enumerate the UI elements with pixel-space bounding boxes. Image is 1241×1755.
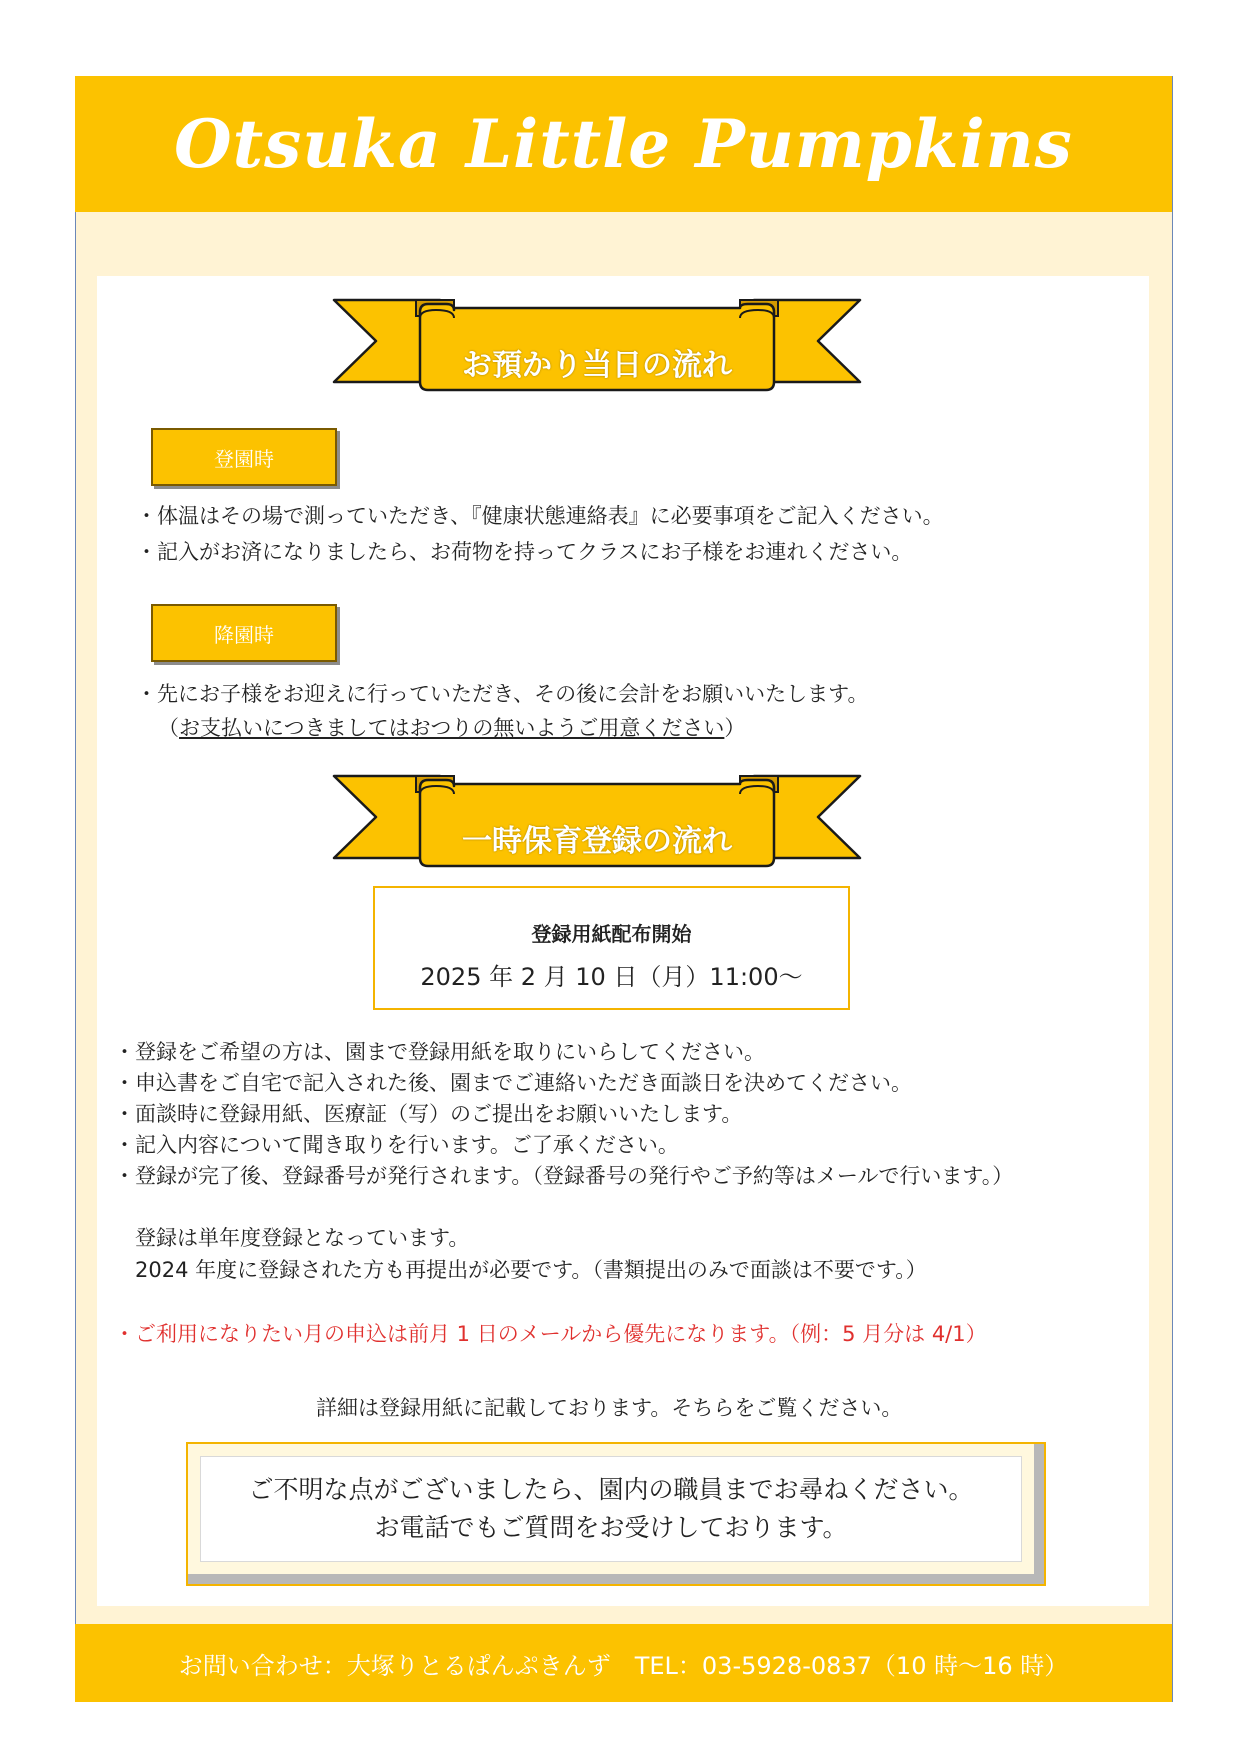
ribbon-title-2: 一時保育登録の流れ bbox=[462, 824, 732, 859]
contact-line-2: お電話でもご質問をお受けしております。 bbox=[374, 1513, 848, 1542]
payment-note-text: お支払いにつきましてはおつりの無いようご用意ください bbox=[179, 716, 725, 740]
contact-box bbox=[186, 1442, 1046, 1586]
registration-item-1: ・登録をご希望の方は、園まで登録用紙を取りにいらしてください。 bbox=[114, 1040, 765, 1064]
registration-item-3: ・面談時に登録用紙、医療証（写）のご提出をお願いいたします。 bbox=[114, 1102, 743, 1126]
ribbon-title: お預かり当日の流れ bbox=[462, 348, 732, 383]
arrival-item-1: ・体温はその場で測っていただき、『健康状態連絡表』に必要事項をご記入ください。 bbox=[136, 504, 944, 528]
arrival-item-2: ・記入がお済になりましたら、お荷物を持ってクラスにお子様をお連れください。 bbox=[136, 540, 913, 564]
priority-notice: ・ご利用になりたい月の申込は前月 1 日のメールから優先になります。（例：5 月分は 4/1） bbox=[114, 1322, 987, 1346]
registration-item-2: ・申込書をご自宅で記入された後、園までご連絡いただき面談日を決めてください。 bbox=[114, 1071, 912, 1095]
note-close-paren: ） bbox=[724, 716, 746, 740]
registration-note-1: 登録は単年度登録となっています。 bbox=[135, 1226, 470, 1250]
departure-label: 降園時 bbox=[151, 604, 337, 662]
section-ribbon-day-flow bbox=[332, 296, 862, 398]
arrival-label: 登園時 bbox=[151, 428, 337, 486]
registration-item-5: ・登録が完了後、登録番号が発行されます。（登録番号の発行やご予約等はメールで行います。） bbox=[114, 1164, 1014, 1188]
departure-item-1: ・先にお子様をお迎えに行っていただき、その後に会計をお願いいたします。 bbox=[136, 682, 869, 706]
contact-box-inner bbox=[200, 1456, 1022, 1562]
footer-contact-text: お問い合わせ：大塚りとるぱんぷきんず TEL：03-5928-0837（10 時～16 時） bbox=[178, 1651, 1069, 1680]
registration-note-2: 2024 年度に登録された方も再提出が必要です。（書類提出のみで面談は不要です。） bbox=[135, 1258, 927, 1282]
footer-bar bbox=[75, 1624, 1172, 1702]
note-open-paren: （ bbox=[158, 716, 179, 740]
registration-item-4: ・記入内容について聞き取りを行います。ご了承ください。 bbox=[114, 1133, 679, 1157]
details-note: 詳細は登録用紙に記載しております。そちらをご覧ください。 bbox=[316, 1396, 903, 1420]
contact-line-1: ご不明な点がございましたら、園内の職員までお尋ねください。 bbox=[248, 1475, 974, 1504]
payment-note bbox=[158, 712, 745, 742]
page-title: Otsuka Little Pumpkins bbox=[174, 105, 1073, 183]
header-banner bbox=[75, 76, 1172, 212]
section-ribbon-registration-flow bbox=[332, 772, 862, 874]
distribution-title: 登録用紙配布開始 bbox=[531, 922, 692, 946]
distribution-date-box bbox=[373, 886, 850, 1010]
distribution-date: 2025 年 2 月 10 日（月）11:00～ bbox=[420, 963, 803, 991]
